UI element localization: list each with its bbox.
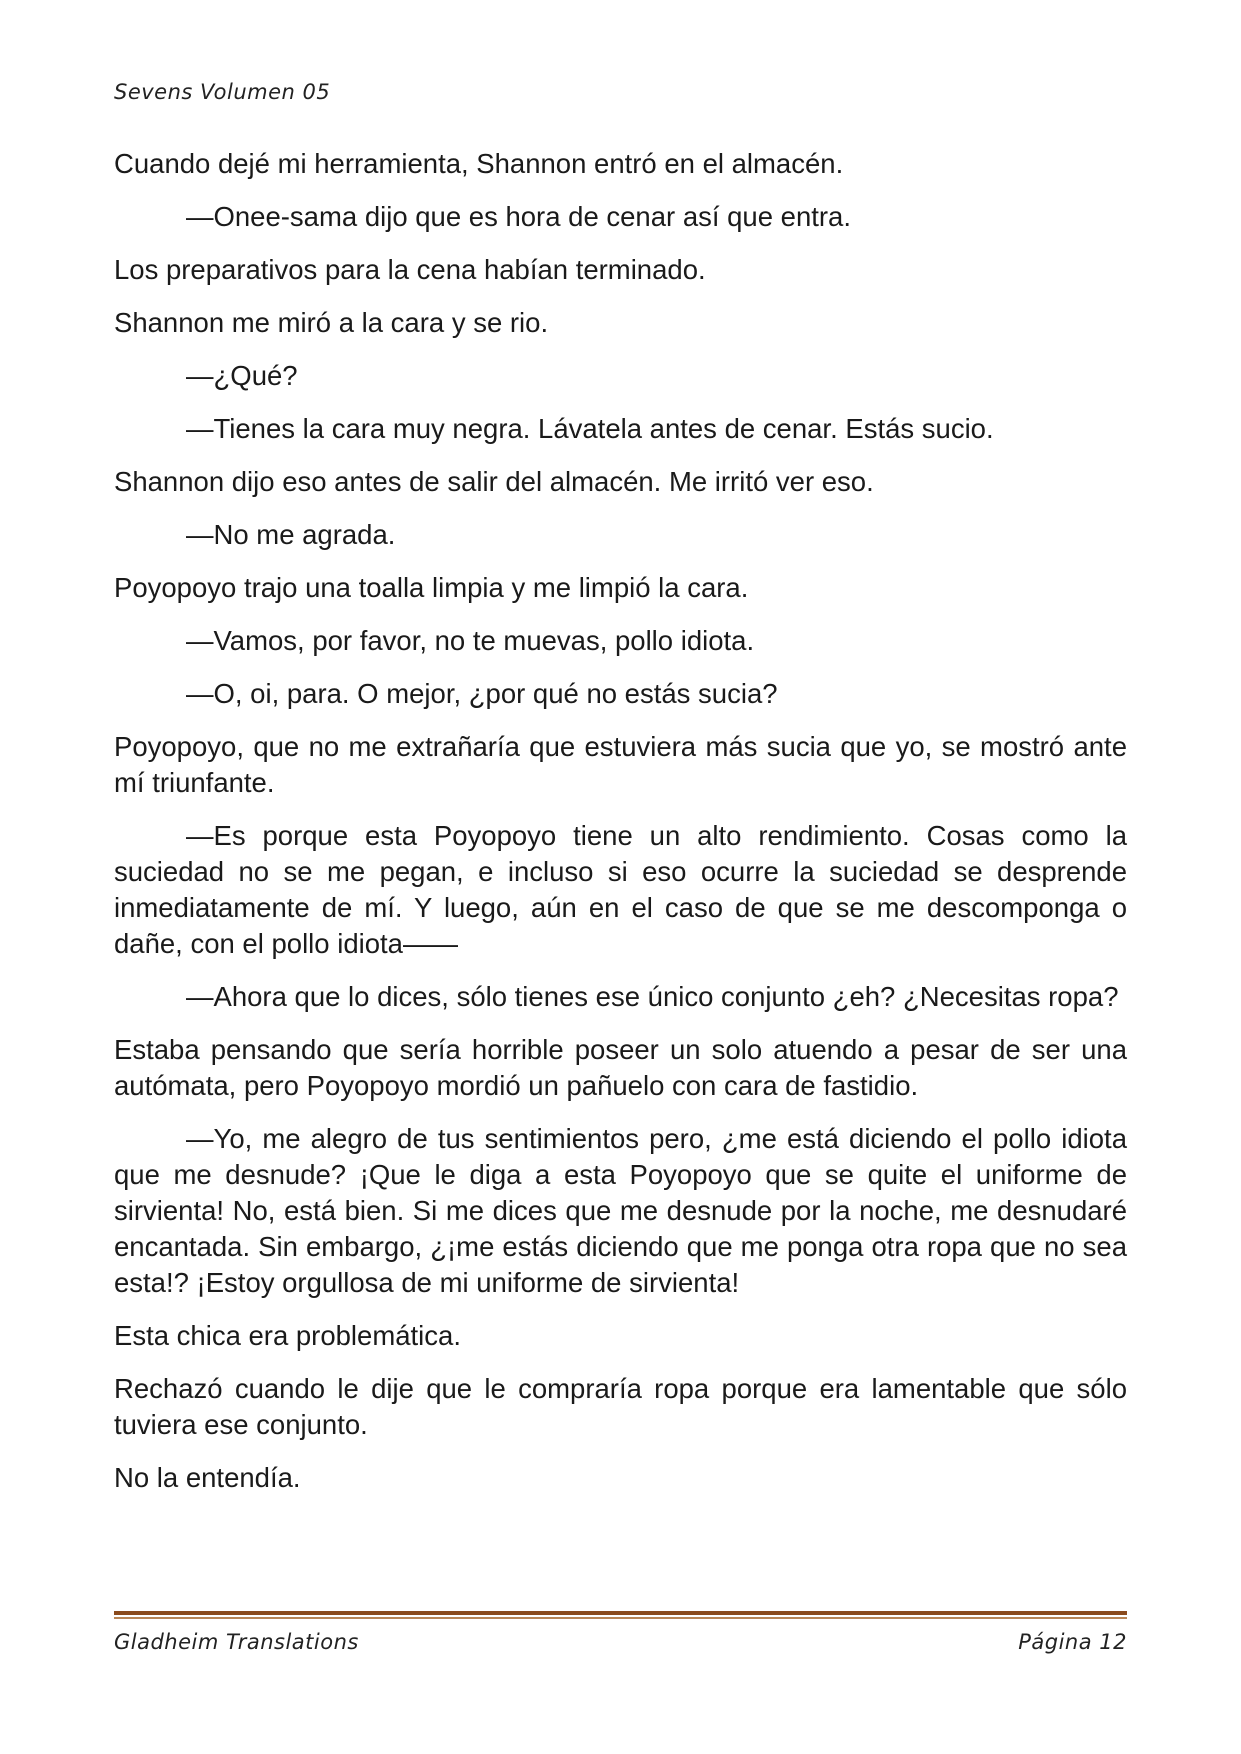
footer-page-number: Página 12 xyxy=(1018,1630,1127,1654)
paragraph-12: Poyopoyo, que no me extrañaría que estuviera más sucia que yo, se mostró ante mí triunfante. xyxy=(114,731,1127,798)
paragraph-7: Shannon dijo eso antes de salir del almacén. Me irritó ver eso. xyxy=(114,466,874,497)
paragraph-18: Rechazó cuando le dije que le compraría ropa porque era lamentable que sólo tuviera ese conjunto. xyxy=(114,1373,1127,1440)
paragraph-1: Cuando dejé mi herramienta, Shannon entró en el almacén. xyxy=(114,148,844,179)
paragraph-10: —Vamos, por favor, no te muevas, pollo idiota. xyxy=(186,625,755,656)
footer-publisher: Gladheim Translations xyxy=(114,1630,359,1654)
paragraph-15: Estaba pensando que sería horrible poseer un solo atuendo a pesar de ser una autómata, pero Poyopoyo mordió un pañuelo con cara de fastidio. xyxy=(114,1034,1127,1101)
paragraph-3: Los preparativos para la cena habían terminado. xyxy=(114,254,706,285)
paragraph-9: Poyopoyo trajo una toalla limpia y me limpió la cara. xyxy=(114,572,749,603)
footer-rule xyxy=(114,1611,1127,1619)
paragraph-11: —O, oi, para. O mejor, ¿por qué no estás sucia? xyxy=(186,678,778,709)
running-header: Sevens Volumen 05 xyxy=(114,80,331,104)
paragraph-19: No la entendía. xyxy=(114,1462,301,1493)
footer-rule-thin xyxy=(114,1617,1127,1619)
paragraph-13: —Es porque esta Poyopoyo tiene un alto rendimiento. Cosas como la suciedad no se me pegan, e incluso si eso ocurre la suciedad se desprende inmediatamente de mí. Y luego, aún en el caso de que se me descomponga o dañe, con el pollo idiota—— xyxy=(114,820,1127,959)
paragraph-2: —Onee-sama dijo que es hora de cenar así que entra. xyxy=(186,201,851,232)
footer-rule-thick xyxy=(114,1611,1127,1615)
paragraph-8: —No me agrada. xyxy=(186,519,396,550)
paragraph-17: Esta chica era problemática. xyxy=(114,1320,461,1351)
body-text xyxy=(114,146,1127,1496)
paragraph-16: —Yo, me alegro de tus sentimientos pero, ¿me está diciendo el pollo idiota que me desnude? ¡Que le diga a esta Poyopoyo que se quite el uniforme de sirvienta! No, está bien. Si me dices que me desnude por la noche, me desnudaré encantada. Sin embargo, ¿¡me estás diciendo que me ponga otra ropa que no sea esta!? ¡Estoy orgullosa de mi uniforme de sirvienta! xyxy=(114,1123,1127,1298)
paragraph-5: —¿Qué? xyxy=(186,360,298,391)
paragraph-6: —Tienes la cara muy negra. Lávatela antes de cenar. Estás sucio. xyxy=(186,413,994,444)
paragraph-4: Shannon me miró a la cara y se rio. xyxy=(114,307,549,338)
paragraph-14: —Ahora que lo dices, sólo tienes ese único conjunto ¿eh? ¿Necesitas ropa? xyxy=(186,981,1119,1012)
